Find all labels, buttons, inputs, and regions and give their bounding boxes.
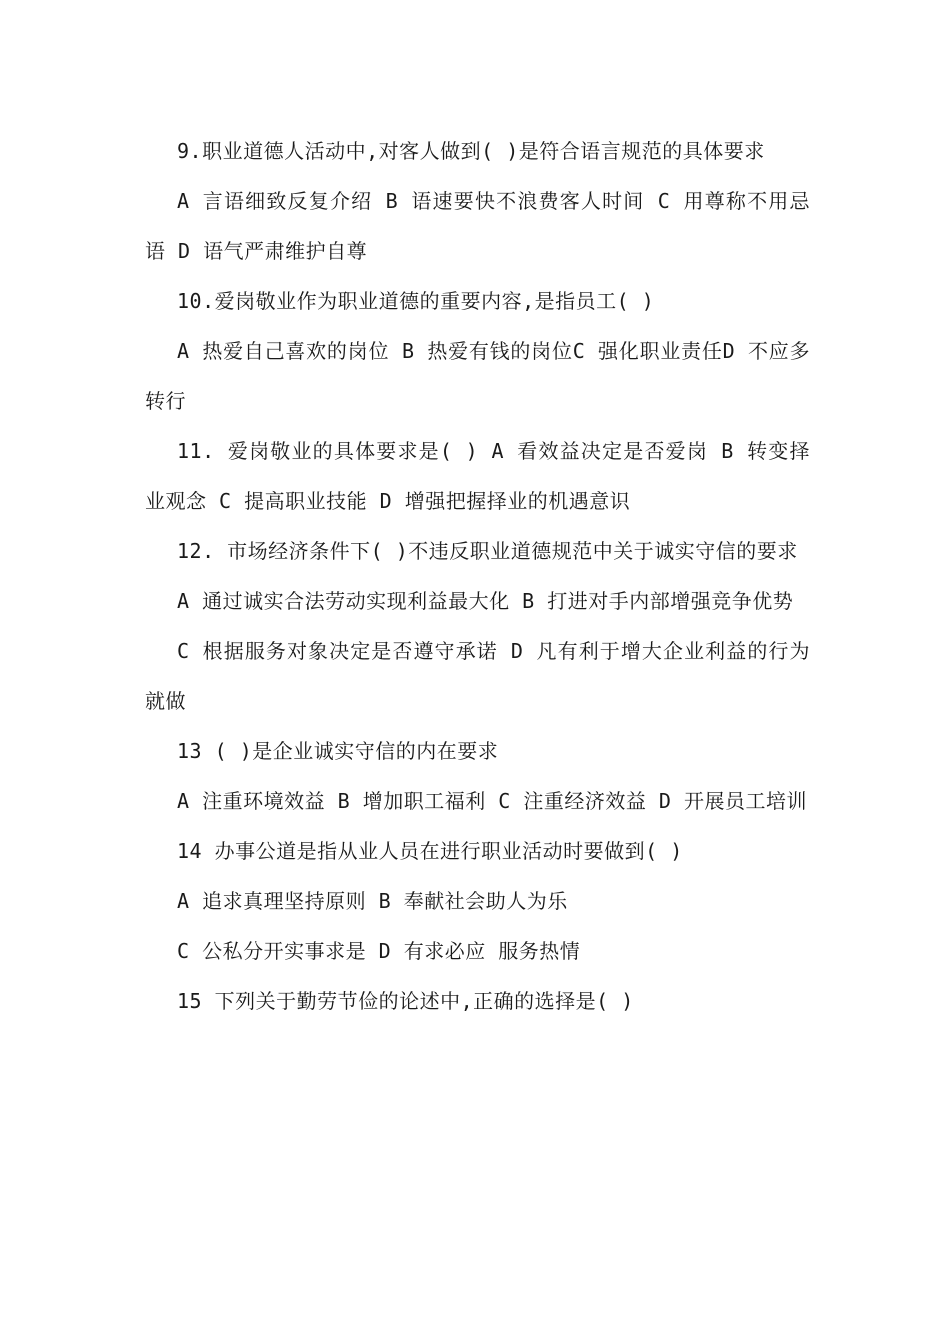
question-12-options-ab: A 通过诚实合法劳动实现利益最大化 B 打进对手内部增强竞争优势 <box>177 589 794 613</box>
question-14-options-cd: C 公私分开实事求是 D 有求必应 服务热情 <box>177 939 581 963</box>
question-12: 12. 市场经济条件下( )不违反职业道德规范中关于诚实守信的要求 <box>177 539 798 563</box>
question-13: 13 ( )是企业诚实守信的内在要求 <box>177 739 499 763</box>
question-10-options: A 热爱自己喜欢的岗位 B 热爱有钱的岗位C 强化职业责任D 不应多转行 <box>145 339 810 413</box>
question-11: 11. 爱岗敬业的具体要求是( ) A 看效益决定是否爱岗 B 转变择业观念 C 提高职业技能 D 增强把握择业的机遇意识 <box>145 439 810 513</box>
question-14: 14 办事公道是指从业人员在进行职业活动时要做到( ) <box>177 839 683 863</box>
question-9: 9.职业道德人活动中,对客人做到( )是符合语言规范的具体要求 <box>177 139 765 163</box>
question-13-options: A 注重环境效益 B 增加职工福利 C 注重经济效益 D 开展员工培训 <box>177 789 807 813</box>
question-9-options: A 言语细致反复介绍 B 语速要快不浪费客人时间 C 用尊称不用忌语 D 语气严肃维护自尊 <box>145 189 810 263</box>
question-12-options-cd: C 根据服务对象决定是否遵守承诺 D 凡有利于增大企业利益的行为就做 <box>145 639 810 713</box>
document-body <box>145 126 810 1026</box>
question-14-options-ab: A 追求真理坚持原则 B 奉献社会助人为乐 <box>177 889 568 913</box>
question-15: 15 下列关于勤劳节俭的论述中,正确的选择是( ) <box>177 989 634 1013</box>
question-10: 10.爱岗敬业作为职业道德的重要内容,是指员工( ) <box>177 289 655 313</box>
